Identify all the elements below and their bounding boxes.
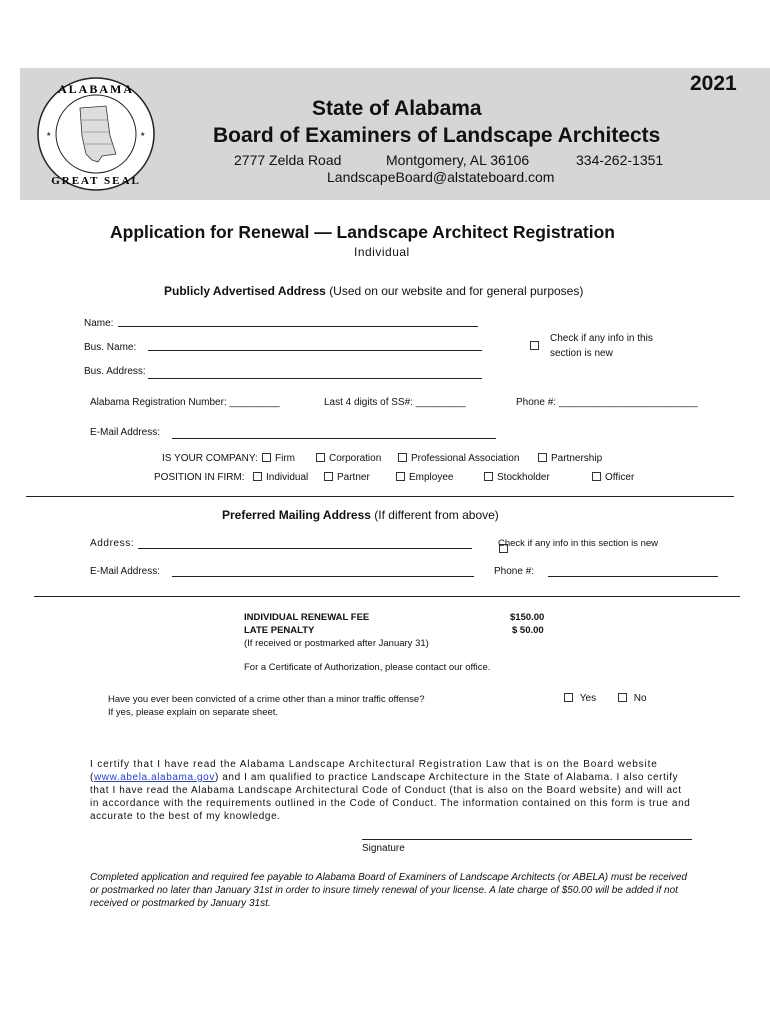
board-email: LandscapeBoard@alstateboard.com: [327, 169, 555, 185]
mailing-phone-label: Phone #:: [494, 566, 535, 577]
footer-line: or postmarked no later than January 31st in order to insure timely renewal of your license. A late charge of $50.00 will be added if not: [90, 885, 678, 896]
mailing-email-field[interactable]: [172, 576, 474, 577]
checkbox-icon: [398, 453, 407, 462]
certify-line: that I have read the Alabama Landscape Architectural Code of Conduct (that is also on the Board website) and will act: [90, 785, 682, 796]
seal-top-text: ALABAMA: [58, 82, 134, 96]
public-check-note-1: Check if any info in this: [550, 333, 653, 344]
mailing-address-heading: [222, 508, 499, 522]
certificate-note: For a Certificate of Authorization, please contact our office.: [244, 662, 491, 673]
checkbox-icon: [592, 472, 601, 481]
board-phone: 334-262-1351: [576, 152, 664, 168]
checkbox-icon: [538, 453, 547, 462]
option-label: No: [633, 693, 647, 704]
late-penalty-amount: $ 50.00: [512, 625, 544, 636]
ssn-last4-field[interactable]: Last 4 digits of SS#: _________: [324, 397, 466, 408]
public-email-label: E-Mail Address:: [90, 427, 161, 438]
late-penalty-note: (If received or postmarked after January 31): [244, 638, 429, 649]
position-option-individual[interactable]: [253, 472, 308, 483]
option-label: Professional Association: [411, 453, 520, 464]
name-label: Name:: [84, 318, 114, 329]
certify-line: accurate to the best of my knowledge.: [90, 811, 281, 822]
public-info-new-checkbox[interactable]: [530, 341, 539, 350]
mailing-heading-rest: (If different from above): [374, 508, 499, 522]
certify-line: I certify that I have read the Alabama Landscape Architectural Registration Law that is on the Board website: [90, 759, 658, 770]
board-city: Montgomery, AL 36106: [386, 152, 530, 168]
registration-number-field[interactable]: Alabama Registration Number: _________: [90, 397, 280, 408]
company-option-partnership[interactable]: [538, 453, 602, 464]
option-label: Officer: [605, 472, 635, 483]
board-street: 2777 Zelda Road: [234, 152, 342, 168]
svg-text:★: ★: [140, 132, 146, 138]
certify-line: (www.abela.alabama.gov) and I am qualified to practice Landscape Architecture in the State of Alabama. I also certify: [90, 772, 679, 783]
public-phone-field[interactable]: Phone #: _________________________: [516, 397, 698, 408]
checkbox-icon: [484, 472, 493, 481]
mailing-heading-bold: Preferred Mailing Address: [222, 508, 371, 522]
footer-note: [90, 871, 710, 910]
position-option-employee[interactable]: [396, 472, 453, 483]
option-label: Partnership: [551, 453, 603, 464]
alabama-seal-icon: [36, 76, 156, 192]
section-divider: [26, 496, 734, 497]
bus-address-label: Bus. Address:: [84, 366, 146, 377]
checkbox-icon: [564, 693, 573, 702]
crime-question: Have you ever been convicted of a crime other than a minor traffic offense?: [108, 694, 425, 705]
renewal-fee-amount: $150.00: [510, 612, 545, 623]
option-label: Firm: [275, 453, 295, 464]
form-year: 2021: [690, 72, 737, 95]
checkbox-icon: [396, 472, 405, 481]
mailing-address-field[interactable]: [138, 548, 472, 549]
public-heading-rest: (Used on our website and for general purposes): [329, 284, 584, 298]
bus-name-label: Bus. Name:: [84, 342, 137, 353]
position-option-stockholder[interactable]: [484, 472, 550, 483]
public-address-heading: [164, 284, 583, 298]
checkbox-icon: [316, 453, 325, 462]
form-subtitle: Individual: [354, 245, 410, 259]
public-check-note-2: section is new: [550, 348, 613, 359]
certify-line-rest: ) and I am qualified to practice Landscape Architecture in the State of Alabama. I also certify: [214, 772, 679, 783]
footer-line: Completed application and required fee payable to Alabama Board of Examiners of Landscape Architects (or ABELA) must be received: [90, 872, 687, 883]
state-name: State of Alabama: [312, 97, 482, 120]
crime-no-option[interactable]: [618, 693, 647, 704]
renewal-fee-label: INDIVIDUAL RENEWAL FEE: [244, 612, 370, 623]
company-option-professional-association[interactable]: [398, 453, 519, 464]
svg-text:★: ★: [46, 132, 52, 138]
position-label: POSITION IN FIRM:: [154, 472, 245, 483]
company-label: IS YOUR COMPANY:: [162, 453, 258, 464]
mailing-address-label: Address:: [90, 538, 135, 549]
option-label: Employee: [409, 472, 454, 483]
signature-field[interactable]: [362, 839, 692, 840]
name-field[interactable]: [118, 326, 478, 327]
bus-name-field[interactable]: [148, 350, 482, 351]
mailing-email-label: E-Mail Address:: [90, 566, 161, 577]
checkbox-icon: [253, 472, 262, 481]
option-label: Stockholder: [497, 472, 550, 483]
board-name: Board of Examiners of Landscape Architects: [213, 124, 661, 147]
company-option-corporation[interactable]: [316, 453, 381, 464]
footer-line: received or postmarked by January 31st.: [90, 898, 271, 909]
public-email-field[interactable]: [172, 438, 496, 439]
crime-yes-option[interactable]: [564, 693, 596, 704]
crime-followup: If yes, please explain on separate sheet.: [108, 707, 279, 718]
mailing-phone-field[interactable]: [548, 576, 718, 577]
form-title: Application for Renewal — Landscape Architect Registration: [110, 222, 615, 242]
checkbox-icon: [324, 472, 333, 481]
certify-line: in accordance with the requirements outlined in the Code of Conduct. The information contained on this form is true and: [90, 798, 691, 809]
board-website-link[interactable]: www.abela.alabama.gov: [93, 772, 215, 783]
public-heading-bold: Publicly Advertised Address: [164, 284, 326, 298]
seal-bottom-text: GREAT SEAL: [51, 175, 141, 187]
bus-address-field[interactable]: [148, 378, 482, 379]
section-divider: [34, 596, 740, 597]
option-label: Corporation: [329, 453, 382, 464]
certification-statement: [90, 758, 690, 823]
checkbox-icon: [618, 693, 627, 702]
signature-label: Signature: [362, 843, 405, 854]
company-option-firm[interactable]: [262, 453, 295, 464]
checkbox-icon: [262, 453, 271, 462]
position-option-officer[interactable]: [592, 472, 634, 483]
option-label: Partner: [337, 472, 370, 483]
option-label: Individual: [266, 472, 309, 483]
mailing-check-note: Check if any info in this section is new: [498, 538, 658, 549]
late-penalty-label: LATE PENALTY: [244, 625, 315, 636]
option-label: Yes: [579, 693, 597, 704]
position-option-partner[interactable]: [324, 472, 370, 483]
